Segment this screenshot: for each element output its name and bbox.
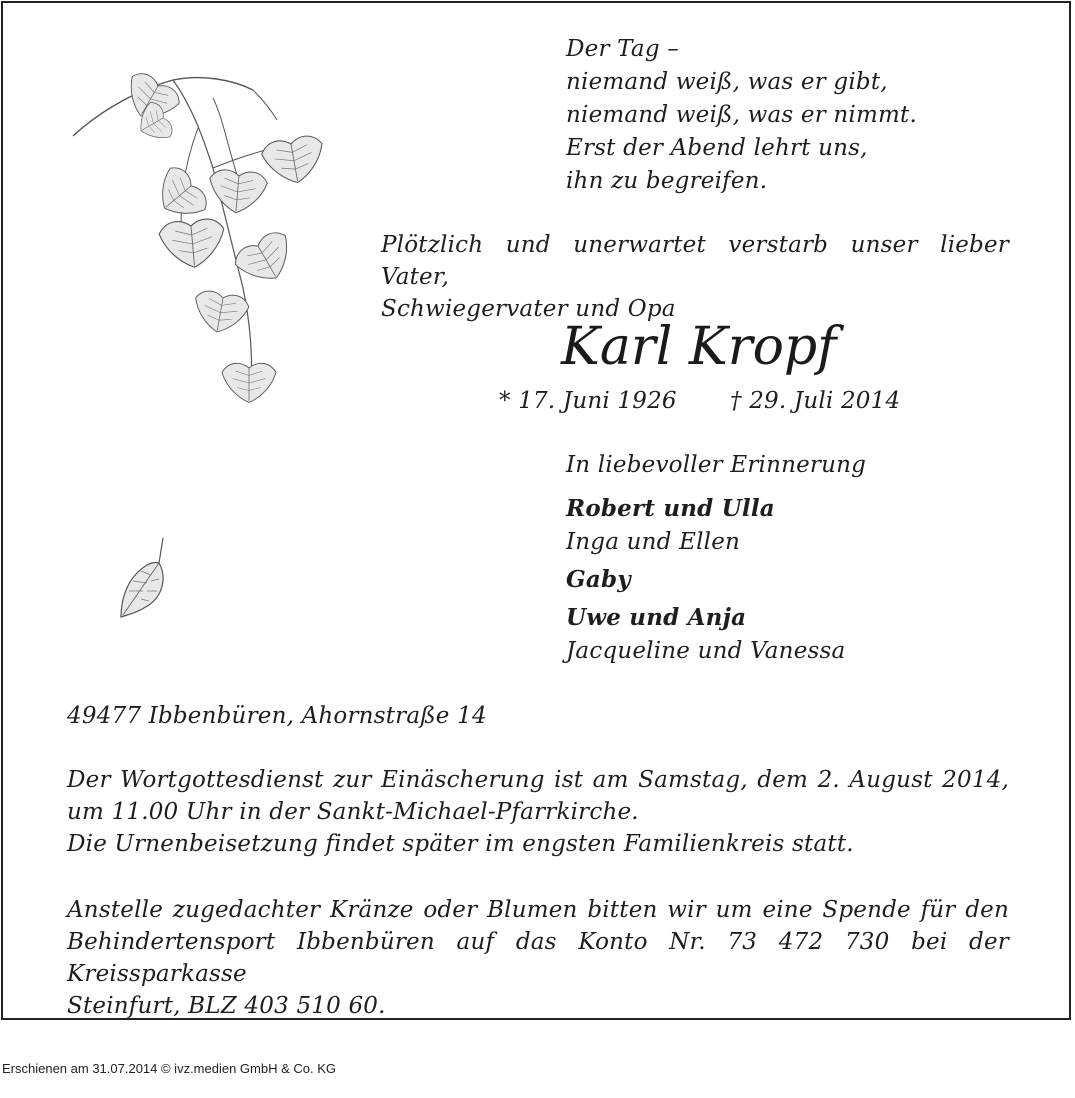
service-line-1: Der Wortgottesdienst zur Einäscherung ist am Samstag, dem 2. August 2014,	[67, 767, 1009, 793]
donation-info	[67, 894, 1009, 1022]
deceased-name: Karl Kropf	[561, 317, 837, 377]
birth-date: * 17. Juni 1926	[499, 388, 677, 414]
address: 49477 Ibbenbüren, Ahornstraße 14	[67, 703, 487, 729]
donation-line-1: Anstelle zugedachter Kränze oder Blumen bitten wir um eine Spende für den	[67, 897, 1009, 923]
death-notice	[1, 1, 1071, 1020]
donation-line-3: Steinfurt, BLZ 403 510 60.	[67, 993, 386, 1019]
mourner-name: Inga und Ellen	[566, 529, 741, 555]
mourner-name: Uwe und Anja	[566, 604, 747, 631]
poem-line: niemand weiß, was er nimmt.	[566, 102, 917, 128]
publication-footer: Erschienen am 31.07.2014 © ivz.medien GmbH & Co. KG	[2, 1061, 337, 1076]
poem-line: ihn zu begreifen.	[566, 168, 768, 194]
poem-line: Der Tag –	[566, 36, 679, 62]
mourner-name: Robert und Ulla	[566, 495, 775, 522]
service-line-2: um 11.00 Uhr in der Sankt-Michael-Pfarrkirche.	[67, 799, 639, 825]
mourner-name: Gaby	[566, 566, 631, 593]
memory-line: In liebevoller Erinnerung	[566, 452, 867, 478]
poem-line: niemand weiß, was er gibt,	[566, 69, 888, 95]
intro-text	[381, 229, 1009, 325]
falling-leaf-icon	[113, 533, 183, 623]
service-line-3: Die Urnenbeisetzung findet später im engsten Familienkreis statt.	[67, 831, 854, 857]
birch-branch-icon	[63, 58, 373, 438]
poem	[566, 33, 917, 198]
death-date: † 29. Juli 2014	[730, 388, 901, 414]
mourner-name: Jacqueline und Vanessa	[566, 638, 846, 664]
poem-line: Erst der Abend lehrt uns,	[566, 135, 868, 161]
intro-line-2: Schwiegervater und Opa	[381, 296, 676, 322]
donation-line-2: Behindertensport Ibbenbüren auf das Konto Nr. 73 472 730 bei der Kreissparkasse	[67, 929, 1009, 987]
service-info	[67, 764, 1009, 860]
intro-line-1: Plötzlich und unerwartet verstarb unser lieber Vater,	[381, 232, 1009, 290]
